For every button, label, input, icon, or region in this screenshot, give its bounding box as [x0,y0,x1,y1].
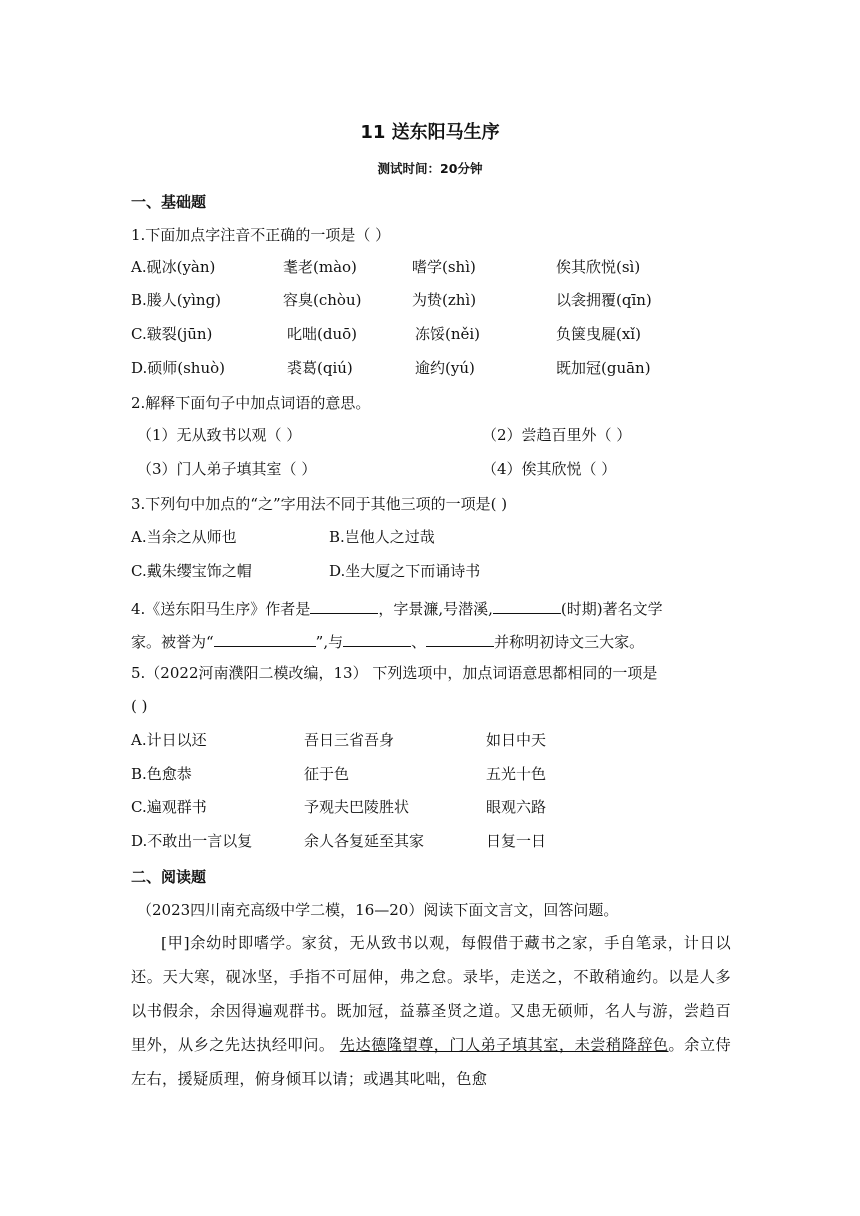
q1-option-c-1: C.皲裂(jūn) [131,325,213,343]
q1-option-a-1: A.砚冰(yàn) [131,258,216,276]
question-2-stem: 2.解释下面句子中加点词语的意思。 [131,394,371,412]
q4-blank-title[interactable] [214,630,316,647]
q5-option-a-3: 如日中天 [486,731,547,749]
q3-option-d: D.坐大厦之下而诵诗书 [329,562,481,580]
q2-item-4: （4）俟其欣悦（ ） [482,460,617,478]
q1-option-b-2: 容臭(chòu) [283,291,362,309]
q5-option-d-1: D.不敢出一言以复 [131,832,253,850]
q5-option-d-2: 余人各复延至其家 [304,832,425,850]
q5-option-c-3: 眼观六路 [486,798,547,816]
q4-blank-peer-1[interactable] [343,630,411,647]
page-title: 11 送东阳马生序 [360,122,500,143]
q4-text-1: 4.《送东阳马生序》作者是 [131,600,311,618]
q5-option-b-3: 五光十色 [486,765,547,783]
q1-option-d-3: 逾约(yú) [415,359,475,377]
q1-option-d-4: 既加冠(guān) [556,359,651,377]
q1-option-c-3: 冻馁(něi) [415,325,481,343]
q1-option-d-2: 裘葛(qiú) [287,359,353,377]
question-5-stem-blank: ( ) [131,697,148,715]
section-reading-heading: 二、阅读题 [131,868,207,886]
q3-option-b: B.岂他人之过哉 [329,528,435,546]
q4-text-5: ”,与 [315,633,344,651]
question-1-stem: 1.下面加点字注音不正确的一项是（ ） [131,226,391,244]
q4-text-3: (时期)著名文学 [560,600,663,618]
q4-text-4: 家。被誉为“ [131,633,214,651]
q4-text-7: 并称明初诗文三大家。 [494,633,645,651]
q1-option-d-1: D.硕师(shuò) [131,359,226,377]
q4-text-6: 、 [411,633,427,651]
q2-item-2: （2）尝趋百里外（ ） [482,426,632,444]
q4-blank-period[interactable] [493,597,561,614]
q1-option-a-4: 俟其欣悦(sì) [556,258,641,276]
q1-option-c-2: 叱咄(duō) [287,325,357,343]
passage-underlined-sentence: 先达德隆望尊，门人弟子填其室，未尝稍降辞色 [339,1036,669,1054]
q4-blank-peer-2[interactable] [426,630,494,647]
q1-option-b-3: 为贽(zhì) [412,291,477,309]
reading-passage [131,926,731,1096]
q3-option-a: A.当余之从师也 [131,528,237,546]
reading-intro: （2023四川南充高级中学二模，16—20）阅读下面文言文，回答问题。 [137,901,619,919]
q5-option-b-2: 征于色 [304,765,350,783]
q5-option-c-2: 予观夫巴陵胜状 [304,798,410,816]
question-5-stem: 5.（2022河南濮阳二模改编，13） 下列选项中，加点词语意思都相同的一项是 [131,664,658,682]
question-4-line-1 [131,597,663,619]
question-3-stem: 3.下列句中加点的“之”字用法不同于其他三项的一项是( ) [131,495,508,513]
q4-text-2: ，字景濂,号潜溪, [378,600,493,618]
q1-option-b-1: B.媵人(yìng) [131,291,222,309]
q1-option-c-4: 负箧曳屣(xǐ) [556,325,641,343]
q5-option-a-2: 吾日三省吾身 [304,731,395,749]
q5-option-b-1: B.色愈恭 [131,765,192,783]
passage-text-2: 。余立侍左右，援疑质理，俯身倾耳以请；或遇其叱咄，色愈 [131,1036,731,1088]
section-basic-heading: 一、基础题 [131,193,207,211]
q5-option-a-1: A.计日以还 [131,731,207,749]
test-time: 测试时间：20分钟 [377,161,483,176]
question-4-line-2 [131,630,644,652]
q2-item-1: （1）无从致书以观（ ） [137,426,302,444]
q1-option-b-4: 以衾拥覆(qīn) [556,291,652,309]
q1-option-a-3: 嗜学(shì) [412,258,476,276]
q4-blank-author[interactable] [310,597,378,614]
passage-text-1: [甲]余幼时即嗜学。家贫，无从致书以观，每假借于藏书之家，手自笔录，计日以还。天大寒，砚冰坚，手指不可屈伸，弗之怠。录毕，走送之，不敢稍逾约。以是人多以书假余，余因得遍观群书。既加冠，益慕圣贤之道。又患无硕师，名人与游，尝趋百里外，从乡之先达执经叩问。 [131,934,731,1054]
q5-option-c-1: C.遍观群书 [131,798,207,816]
q1-option-a-2: 耄老(mào) [283,258,357,276]
q5-option-d-3: 日复一日 [486,832,547,850]
q3-option-c: C.戴朱缨宝饰之帽 [131,562,252,580]
q2-item-3: （3）门人弟子填其室（ ） [137,460,317,478]
